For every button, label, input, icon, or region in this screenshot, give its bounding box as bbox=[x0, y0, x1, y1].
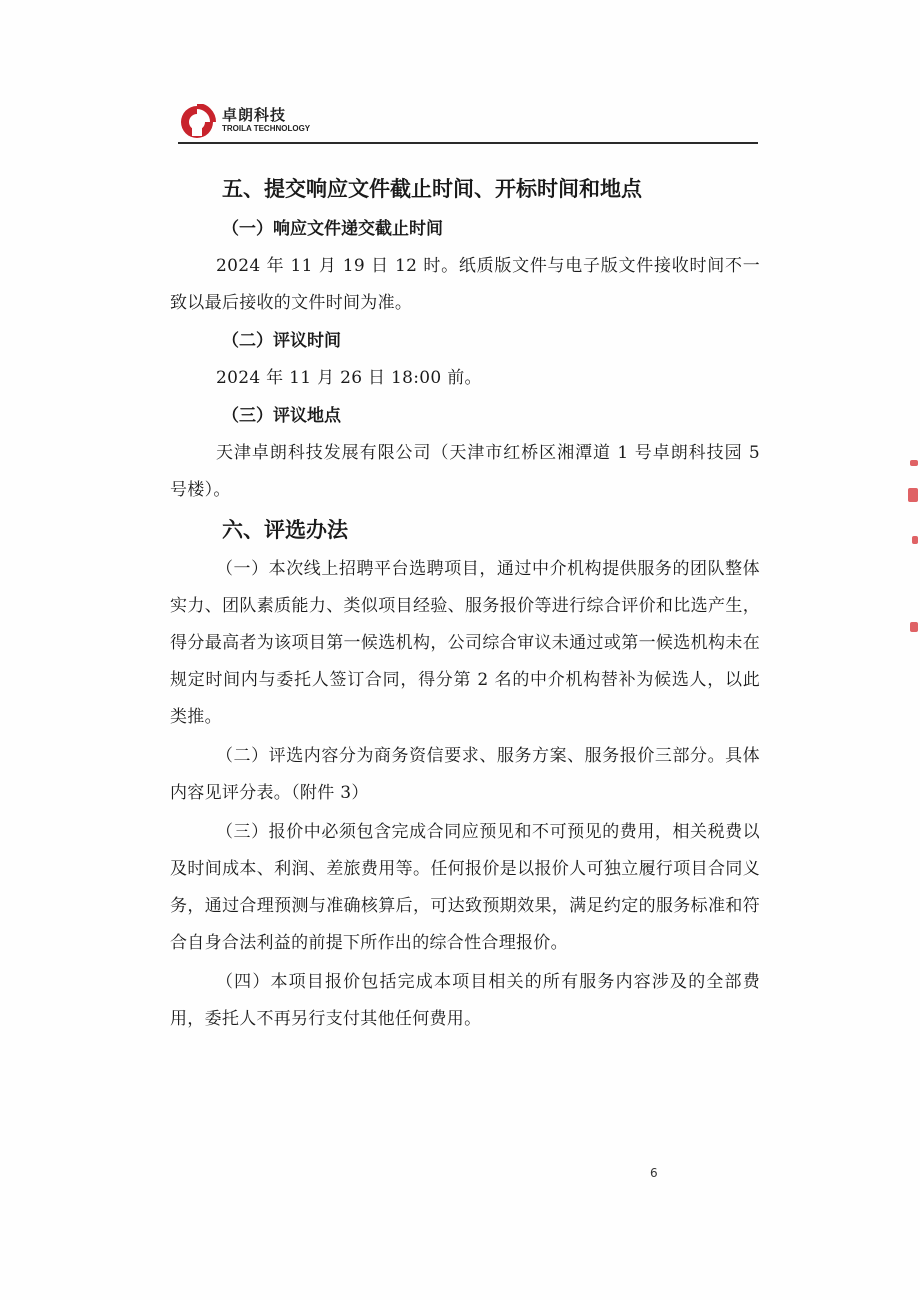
seal-fragment bbox=[908, 488, 918, 502]
seal-fragment bbox=[910, 622, 918, 632]
section-5-2-heading: （二）评议时间 bbox=[222, 331, 341, 351]
section-5-3-heading: （三）评议地点 bbox=[222, 406, 341, 426]
section-6-paragraph-2: （二）评选内容分为商务资信要求、服务方案、服务报价三部分。具体内容见评分表。（附件 3） bbox=[170, 746, 760, 803]
section-5-1-heading: （一）响应文件递交截止时间 bbox=[222, 219, 443, 239]
seal-fragment bbox=[910, 460, 918, 466]
section-6-paragraph-3: （三）报价中必须包含完成合同应预见和不可预见的费用，相关税费以及时间成本、利润、差旅费用等。任何报价是以报价人可独立履行项目合同义务，通过合理预测与准确核算后，可达致预期效果，满足约定的服务标准和符合自身合法利益的前提下所作出的综合性合理报价。 bbox=[170, 822, 760, 953]
section-6-paragraph-4: （四）本项目报价包括完成本项目相关的所有服务内容涉及的全部费用，委托人不再另行支付其他任何费用。 bbox=[170, 972, 760, 1029]
section-6-paragraph-1: （一）本次线上招聘平台选聘项目，通过中介机构提供服务的团队整体实力、团队素质能力、类似项目经验、服务报价等进行综合评价和比选产生，得分最高者为该项目第一候选机构，公司综合审议未通过或第一候选机构未在规定时间内与委托人签订合同，得分第 2 名的中介机构替补为候选人，以此类推。 bbox=[170, 559, 760, 727]
header-divider bbox=[178, 142, 758, 144]
company-logo-icon bbox=[178, 104, 216, 138]
section-5-heading: 五、提交响应文件截止时间、开标时间和地点 bbox=[222, 177, 642, 201]
page-number: 6 bbox=[650, 1166, 658, 1180]
letterhead bbox=[178, 100, 758, 144]
logo-english-name: TROILA TECHNOLOGY bbox=[222, 124, 311, 133]
section-5-3-paragraph: 天津卓朗科技发展有限公司（天津市红桥区湘潭道 1 号卓朗科技园 5 号楼）。 bbox=[170, 443, 760, 500]
section-5-1-paragraph: 2024 年 11 月 19 日 12 时。纸质版文件与电子版文件接收时间不一致以最后接收的文件时间为准。 bbox=[170, 256, 760, 313]
seal-fragment bbox=[912, 536, 918, 544]
section-5-2-paragraph: 2024 年 11 月 26 日 18:00 前。 bbox=[216, 368, 482, 388]
section-6-heading: 六、评选办法 bbox=[222, 518, 348, 542]
document-body bbox=[170, 168, 760, 1038]
logo-chinese-name: 卓朗科技 bbox=[222, 106, 287, 124]
